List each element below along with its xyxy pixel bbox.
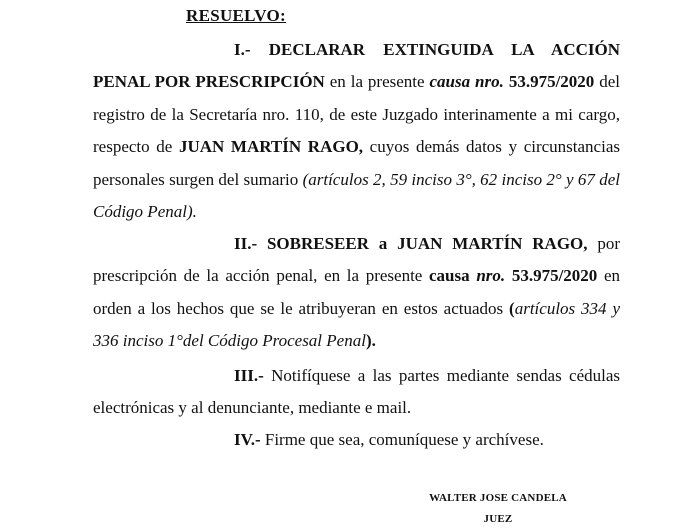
- spacer-text: [505, 266, 512, 285]
- paren-close: ).: [365, 331, 376, 351]
- paragraph-3: [93, 360, 620, 425]
- case-label: causa: [429, 266, 470, 286]
- signature-role: JUEZ: [483, 513, 513, 525]
- body-text: en orden a los hechos que se le atribuyeran en estos actuados: [93, 266, 621, 318]
- body-text: Firme que sea, comuníquese y archívese.: [260, 430, 544, 449]
- legal-citation: artículos 334 y 336 inciso 1°del Código Procesal Penal: [93, 298, 620, 351]
- case-label-nro: nro.: [476, 266, 506, 286]
- body-text: del registro de la Secretaría nro. 110, de este Juzgado interinamente a mi cargo, respecto de: [93, 72, 621, 157]
- paragraph-number: III.-: [234, 366, 264, 385]
- legal-citation: (artículos 2, 59 inciso 3°, 62 inciso 2° y 67 del Código Penal).: [93, 169, 620, 222]
- body-text: en la presente: [324, 72, 430, 92]
- dismissal-text: SOBRESEER a JUAN MARTÍN RAGO,: [266, 234, 588, 253]
- case-number: 53.975/2020: [508, 72, 595, 92]
- paragraph-1: [93, 34, 620, 228]
- paren-open: (: [509, 298, 515, 318]
- paragraph-number: IV.-: [234, 430, 261, 449]
- declaration-text: DECLARAR EXTINGUIDA LA ACCIÓN PENAL POR PRESCRIPCIÓN: [93, 40, 620, 92]
- defendant-name: JUAN MARTÍN RAGO,: [178, 137, 364, 157]
- body-text: por prescripción de la acción penal, en la presente: [93, 234, 620, 286]
- body-text: cuyos demás datos y circunstancias personales surgen del sumario: [93, 137, 620, 189]
- paragraph-number: II.-: [234, 234, 267, 253]
- body-text: Notifíquese a las partes mediante sendas cédulas electrónicas y al denunciante, mediante e mail.: [93, 366, 620, 418]
- paragraph-4: [93, 424, 620, 456]
- paragraph-number: I.-: [234, 40, 269, 59]
- resolution-heading: RESUELVO:: [186, 6, 286, 25]
- case-number: 53.975/2020: [511, 266, 598, 286]
- paragraph-2: [93, 228, 620, 358]
- case-label: causa nro.: [429, 72, 504, 92]
- signature-name: WALTER JOSE CANDELA: [429, 492, 567, 504]
